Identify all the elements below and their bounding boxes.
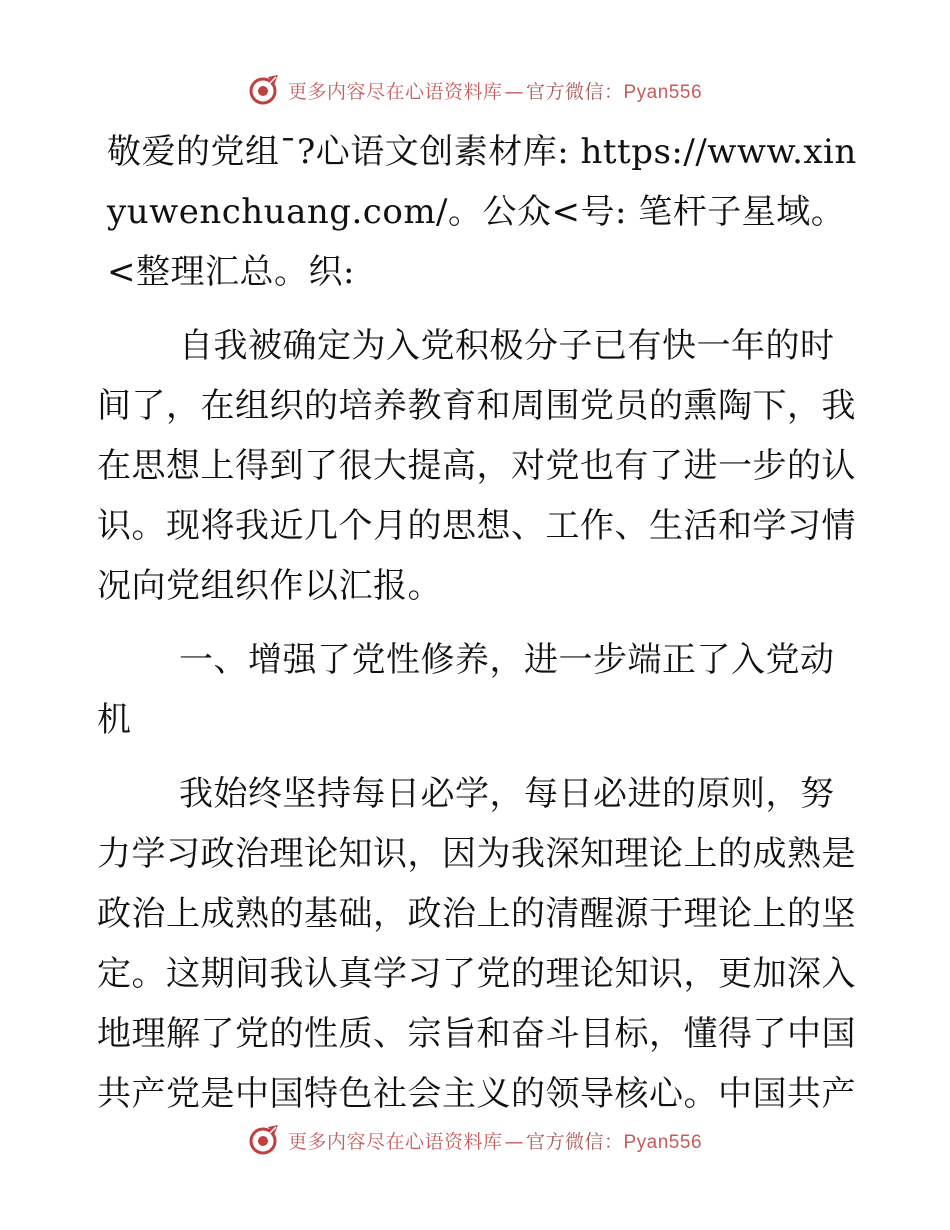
document-body [97,122,857,1138]
pen-logo-icon [248,73,282,107]
paragraph-intro: 自我被确定为入党积极分子已有快一年的时间了，在组织的培养教育和周围党员的熏陶下，我在思想上得到了很大提高，对党也有了进一步的认识。现将我近几个月的思想、工作、生活和学习情况向党组织作以汇报。 [97,326,856,606]
banner-separator: — [504,80,524,103]
pen-logo-icon [248,1123,282,1157]
banner-main: 更多内容尽在心语资料库 [287,80,503,103]
section-heading: 一、增强了党性修养，进一步端正了入党动机 [97,640,835,740]
opening-paragraph: 敬爱的党组¯?心语文创素材库: https://www.xinyuwenchuang.com/。公众<号: 笔杆子星域。<整理汇总。织: [107,132,857,292]
banner-separator: — [504,1130,524,1153]
banner-wechat-id: Pyan556 [623,1131,703,1153]
banner-main: 更多内容尽在心语资料库 [287,1130,503,1153]
banner-text [288,77,702,104]
footer-banner [0,1120,950,1160]
banner-text [288,1127,702,1154]
banner-wechat-label: 官方微信： [525,80,624,103]
banner-wechat-id: Pyan556 [623,81,703,103]
banner-wechat-label: 官方微信： [525,1130,624,1153]
header-banner [0,70,950,110]
paragraph-study: 我始终坚持每日必学，每日必进的原则，努力学习政治理论知识，因为我深知理论上的成熟是政治上成熟的基础，政治上的清醒源于理论上的坚定。这期间我认真学习了党的理论知识，更加深入地理解了党的性质、宗旨和奋斗目标，懂得了中国共产党是中国特色社会主义的领导核心。中国共产 [97,774,856,1114]
